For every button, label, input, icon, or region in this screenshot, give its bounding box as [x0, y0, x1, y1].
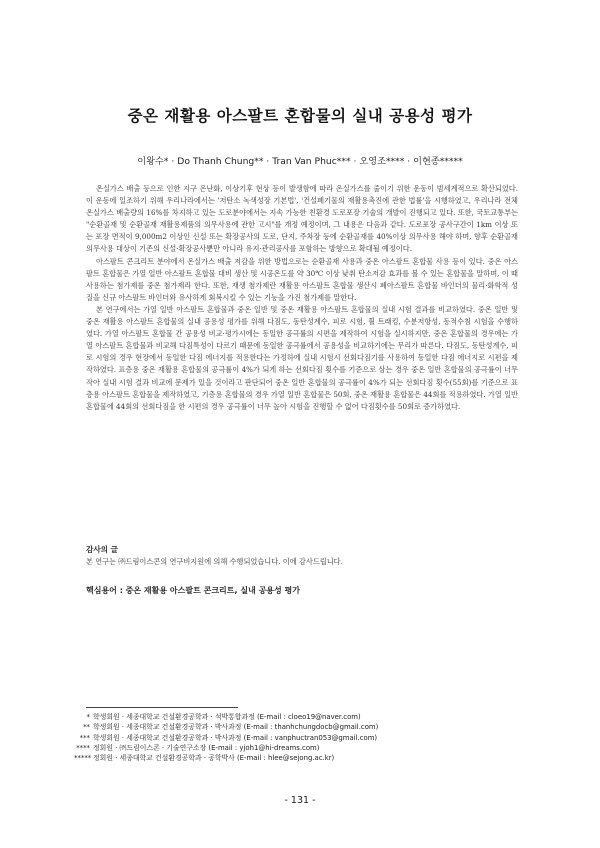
footnote-item [74, 733, 524, 743]
footnotes [74, 712, 524, 763]
footnote-mark: **** [76, 743, 90, 752]
page-number: - 131 - [284, 795, 316, 806]
footnote-item [74, 712, 524, 722]
abstract-body [86, 183, 518, 413]
paper-title: 중온 재활용 아스팔트 혼합물의 실내 공용성 평가 [127, 107, 473, 125]
footnote-text: 학생회원 · 세종대학교 건설환경공학과 · 박사과정 (E-mail : vanphuctran053@gmail.com) [93, 733, 378, 742]
footnote-text: 정회원 · ㈜드림이스콘 · 기술연구소장 (E-mail : yjoh1@hi-dreams.com) [93, 743, 320, 752]
footnote-mark: *** [79, 733, 90, 742]
footnote-item [74, 722, 524, 732]
abstract-paragraph: 본 연구에서는 가열 일반 아스팔트 혼합물과 중온 일반 및 중온 재활용 아스팔트 혼합물의 실내 시험 결과를 비교하였다. 중온 일반 및 중온 재활용 아스팔트 혼합물의 실내 공용성 평가를 위해 다짐도, 동탄성계수, 피로 시험, 휠 트래킹, 수분저항성, 동적수침 시험을 수행하였다. 가열 아스팔트 혼합물 간 공용성 비교·평가시에는 동일한 공극률의 시편을 제작하여 시험을 실시하지만, 중온 혼합물의 경우에는 가열 아스팔트 혼합물과 비교해 다짐특성이 다르기 때문에 동일한 공극률에서 공용성을 비교하기에는 무리가 따른다. 다짐도, 동탄성계수, 피로 시험의 경우 현장에서 동일한 다짐 에너지를 적용한다는 가정하에 실내 시험시 선회다짐기를 사용하여 동일한 다짐 에너지로 시편을 제작하였다. 표층용 중온 재활용 혼합물의 공극률이 4%가 되게 하는 선회다짐 횟수를 기준으로 삼는 경우 중온 일반 혼합물의 공극률이 너무 작아 실내 시험 결과 비교에 문제가 있을 것이라고 판단되어 중온 일반 혼합물의 공극률이 4%가 되는 선회다짐 횟수(55회)를 기준으로 표층용 아스팔트 혼합물을 제작하였고, 기층용 혼합물의 경우 가열 일반 혼합물은 50회, 중온 재활용 혼합물은 44회를 적용하였다. 가열 일반 혼합물에 44회의 선회다짐을 한 시편의 경우 공극률이 너무 높아 시험을 진행할 수 없어 다짐횟수를 50회로 증가하였다. [86, 304, 518, 411]
footnote-item [74, 743, 524, 753]
abstract-paragraph: 아스팔트 콘크리트 분야에서 온실가스 배출 저감을 위한 방법으로는 순환골재 사용과 중온 아스팔트 혼합물 사용 등이 있다. 중온 아스팔트 혼합물은 가열 일반 아스팔트 혼합물 대비 생산 및 시공온도를 약 30℃ 이상 낮춰 탄소저감 효과를 볼 수 있는 혼합물을 말하며, 이 때 사용하는 첨가제를 중온 첨가제라 한다. 또한, 재생 첨가제란 재활용 아스팔트 혼합물 생산시 폐아스팔트 혼합물 바인더의 물리·화학적 성질을 신규 아스팔트 바인더와 유사하게 회복시킬 수 있는 기능을 가진 첨가제를 말한다. [86, 256, 518, 302]
acknowledgement-heading: 감사의 글 [86, 545, 118, 554]
abstract-paragraph: 온실가스 배출 등으로 인한 지구 온난화, 이상기후 현상 등이 발생함에 따라 온실가스를 줄이기 위한 운동이 범세계적으로 확산되었다. 이 운동에 일조하기 위해 우리나라에서는 '저탄소 녹색성장 기본법', '건설폐기물의 재활용촉진에 관한 법률'을 시행하였고, 우리나라 전체 온실가스 배출량의 16%를 차지하고 있는 도로분야에서는 지속 가능한 친환경 도로포장 기술의 개발이 진행되고 있다. 또한, 국토교통부는 "순환골재 및 순환골재 재활용제품의 의무사용에 관한 고시"를 개정 예정이며, 그 내용은 다음과 같다. 도로포장 공사구간이 1km 이상 또는 포장 면적이 9,000m2 이상인 신설 또는 확장공사의 도로, 단지, 주차장 등에 순환골재를 40%이상 의무사용 해야 하며, 향후 순환골재 의무사용 대상이 기존의 신설·확장공사뿐만 아니라 유지·관리공사를 포함하는 방향으로 확대될 예정이다. [86, 184, 518, 254]
footnote-text: 학생회원 · 세종대학교 건설환경공학과 · 석박통합과정 (E-mail : cloeo19@naver.com) [93, 713, 361, 721]
footnote-item [74, 753, 524, 763]
keywords-line: 핵심용어 : 중온 재활용 아스팔트 콘크리트, 실내 공용성 평가 [86, 586, 300, 595]
footnote-mark: ***** [74, 754, 92, 763]
footnote-text: 학생회원 · 세종대학교 건설환경공학과 · 박사과정 (E-mail : thanhchungdocb@gmail.com) [93, 723, 379, 732]
footnote-divider [86, 707, 238, 708]
footnote-mark: ** [83, 723, 90, 732]
footnote-text: 정회원 · 세종대학교 건설환경공학과 · 공학박사 (E-mail : hlee@sejong.ac.kr) [93, 754, 335, 763]
footnote-mark: * [86, 713, 90, 721]
author-list: 이왕수* · Do Thanh Chung** · Tran Van Phuc*** · 오영조**** · 이현종***** [137, 156, 463, 167]
acknowledgement-text: 본 연구는 ㈜드림이스콘의 연구비지원에 의해 수행되었습니다. 이에 감사드립니다. [86, 557, 343, 566]
